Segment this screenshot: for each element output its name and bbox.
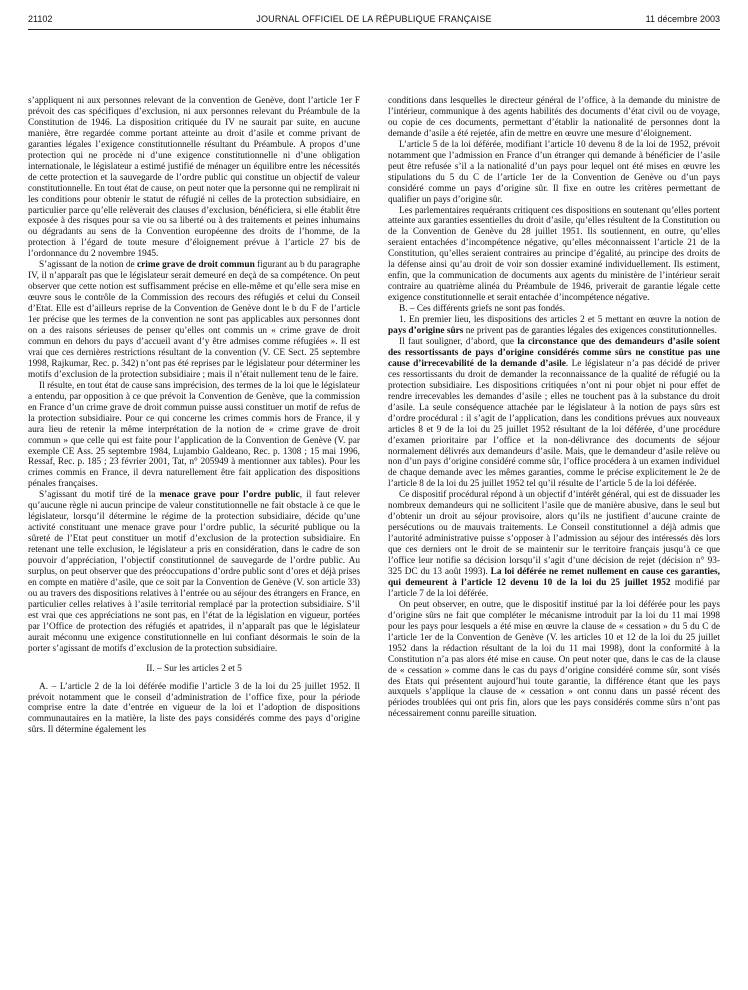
text-run: Il faut souligner, d’abord, que bbox=[399, 336, 518, 347]
text-run: S’agissant de la notion de bbox=[39, 260, 138, 271]
paragraph: L’article 5 de la loi déférée, modifiant l’article 10 devenu 8 de la loi de 1952, prévoit notamment que l’admission en France d’un étranger qui demande à bénéficier de l’asile peut être refusée s’il a la nationalité d’un pays pour lequel ont été mises en œuvre les stipulations du 5 du C de l’article 1er de la Convention de Genève ou d’un pays considéré comme un pays d’origine sûr. Il fixe en outre les critères permettant de qualifier un pays d’origine sûr. bbox=[388, 139, 720, 205]
paragraph: Les parlementaires requérants critiquent ces dispositions en soutenant qu’elles portent atteinte aux garanties essentielles du droit d’asile, qu’elles résultent de la Constitution ou de la Convention de Genève du 28 juillet 1951. Ils soutiennent, en outre, qu’elles seraient entachées d’incompétence négative, qu’elles méconnaissent l’article 21 de la Constitution, qu’elles seraient contraires au principe d’égalité, au principe des droits de la défense ainsi qu’au droit de voir son dossier examiné individuellement. Ils estiment, enfin, que la communication de documents aux agents du ministère de l’intérieur serait contraire au quatrième alinéa du Préambule de 1946, priverait de garantie légale cette exigence constitutionnelle et serait entachée d’incompétence négative. bbox=[388, 205, 720, 304]
text-run: figurant au b du paragraphe IV, il n’apparaît pas que le législateur serait demeuré en deçà de sa compétence. On peut observer que cette notion est suffisamment précise en elle-même et qu’elle sera mise en œuvre sous le contrôle de la Commission des recours des réfugiés et celui du Conseil d’Etat. Elle est d’ailleurs reprise de la Convention de Genève dont le b du F de l’article 1er précise que les termes de la convention ne sont pas applicables aux personnes dont on a des raisons sérieuses de penser qu’elles ont commis un « crime grave de droit commun en dehors du pays d’accueil avant d’y être admises comme réfugiées ». Il est vrai que ces dernières restrictions résultant de la convention (V. CE Sect. 25 septembre 1998, Rajkumar, Rec. p. 342) n’ont pas été reprises par le législateur pour déterminer les motifs d’exclusion de la protection subsidiaire ; mais il n’était nullement tenu de le faire. bbox=[28, 260, 361, 380]
header-rule bbox=[28, 29, 720, 30]
text-run: S’agissant du motif tiré de la bbox=[39, 490, 160, 501]
paragraph: Il résulte, en tout état de cause sans imprécision, des termes de la loi que le législateur a entendu, par opposition à ce que prévoit la Convention de Genève, que la commission en France d’un crime grave de droit commun puisse aussi constituer un motif de refus de la protection subsidiaire. Pour ce qui concerne les crimes commis hors de France, il y aura lieu de retenir la même interprétation de la notion de « crime grave de droit commun » que celle qui est faite pour l’application de la Convention de Genève (V. par exemple CE Ass. 25 septembre 1984, Lujambio Galdeano, Rec. p. 1308 ; 15 mai 1996, Ressaf, Rec. p. 185 ; 23 février 2001, Tat, n° 205949 à mentionner aux tables). Pour les crimes commis en France, il devra naturellement être fait application des dispositions pénales françaises. bbox=[28, 380, 360, 490]
paragraph: s’appliquent ni aux personnes relevant de la convention de Genève, dont l’article 1er F prévoit des cas spécifiques d’exclusion, ni aux personnes relevant du Préambule de la Constitution de 1946. La disposition critiquée du IV ne saurait par suite, en aucune manière, être regardée comme portant atteinte au droit d’asile et comme privant de garanties légales l’exigence constitutionnelle résultant du Préambule. A propos d’une protection qui ne procède ni d’une exigence constitutionnelle ni d’une obligation internationale, le législateur a estimé justifié de ménager un équilibre entre les nécessités de cette protection et la sauvegarde de l’ordre public qui constitue un objectif de valeur constitutionnelle. En tout état de cause, on peut noter que la personne qui ne remplirait ni les conditions pour obtenir le statut de réfugié ni celles de la protection subsidiaire, en particulier parce qu’elle relèverait des clauses d’exclusion, bénéficiera, si elle établit être exposée à des risques pour sa vie ou sa liberté ou à des traitements et peines inhumains ou dégradants au sens de la Convention européenne des droits de l’homme, de la protection à l’égard de toute mesure d’éloignement prévue à l’article 27 bis de l’ordonnance du 2 novembre 1945. bbox=[28, 96, 360, 260]
paragraph bbox=[388, 490, 720, 600]
bold-text: crime grave de droit commun bbox=[137, 260, 255, 271]
left-column bbox=[28, 96, 360, 736]
section-heading: II. – Sur les articles 2 et 5 bbox=[146, 663, 242, 674]
text-run: Ce dispositif procédural répond à un objectif d’intérêt général, qui est de dissuader les nombreux demandeurs qui ne sollicitent l’asile que de manière abusive, dans le seul but d’obtenir un droit au séjour provisoire, alors qu’ils ne justifient d’aucune crainte de persécutions ou de mauvais traitements. Le Conseil constitutionnel a déjà admis que l’autorité administrative puisse s’opposer à l’admission au séjour des intéressés dès lors que ces derniers ont le droit de se maintenir sur le territoire français jusqu’à ce que l’office leur notifie sa décision lorsqu’il s’agit d’une décision de rejet (décision n° 93-325 DC du 13 août 1993). bbox=[388, 490, 720, 577]
paragraph bbox=[388, 315, 720, 337]
bold-text: la circonstance que des demandeurs d’asile soient des ressortissants de pays d’origine considérés comme sûrs ne constitue pas une cause d’irrecevabilité de la demande d’asile bbox=[388, 336, 720, 369]
paragraph: On peut observer, en outre, que le dispositif institué par la loi déférée pour les pays d’origine sûrs ne fait que compléter le mécanisme introduit par la loi du 11 mai 1998 pour les pays pour lesquels a été mise en œuvre la clause de « cessation » du 5 du C de l’article 1er de la Convention de Genève (V. les articles 10 et 12 de la loi du 25 juillet 1952 dans la rédaction résultant de la loi du 11 mai 1998), dont la conformité à la Constitution n’a pas alors été mise en cause. On peut noter que, dans le cas de la clause de « cessation » comme dans le cas du pays d’origine considéré comme sûr, sont visés des Etats qui présentent aujourd’hui toute garantie, la différence étant que les pays auxquels s’applique la clause de « cessation » ont connu dans un passé récent des périodes troublées qui ont pris fin, alors que les pays considérés comme sûrs n’ont pas nécessairement connu pareille situation. bbox=[388, 599, 720, 720]
publication-date: 11 décembre 2003 bbox=[645, 14, 720, 24]
paragraph bbox=[28, 490, 360, 654]
text-run: , il faut relever qu’aucune règle ni aucun principe de valeur constitutionnelle ne fait obstacle à ce que le législateur, lorsqu’il détermine le régime de la protection subsidiaire, décide qu’une activité constituant une menace grave pour l’ordre public, la sécurité publique ou la sûreté de l’Etat peut constituer un motif d’exclusion de la protection subsidiaire. En retenant une telle exclusion, le législateur a pris en considération, dans le cadre de son pouvoir d’appréciation, l’objectif constitutionnel de sauvegarde de l’ordre public. Au surplus, on peut observer que des préoccupations d’ordre public sont d’ores et déjà prises en compte en matière d’asile, que ce soit par la Convention de Genève (V. son article 33) ou au travers des dispositions relatives à l’entrée ou au séjour des étrangers en France, en particulier celles relatives à l’asile territorial remplacé par la protection subsidiaire. S’il est vrai que ces appréciations ne sont pas, en l’état de la législation en vigueur, portées par l’Office de protection des réfugiés et apatrides, il n’apparaît pas que le législateur aurait méconnu une exigence constitutionnelle en lui confiant désormais le soin de la porter s’agissant de motifs d’exclusion de la protection subsidiaire. bbox=[28, 490, 361, 654]
paragraph bbox=[28, 260, 360, 380]
paragraph bbox=[388, 337, 720, 490]
bold-text: La loi déférée ne remet nullement en cause ces garanties, qui demeurent à l’article 12 devenu 10 de la loi du 25 juillet 1952 bbox=[388, 566, 720, 588]
right-column bbox=[388, 96, 720, 720]
paragraph: conditions dans lesquelles le directeur général de l’office, à la demande du ministre de l’intérieur, communique à des agents habilités des documents d’état civil ou de voyage, ou copie de ces documents, permettant d’établir la nationalité de personnes dont la demande d’asile a été rejetée, afin de mettre en œuvre une mesure d’éloignement. bbox=[388, 96, 720, 139]
bold-text: pays d’origine sûrs bbox=[388, 326, 464, 337]
paragraph: A. – L’article 2 de la loi déférée modifie l’article 3 de la loi du 25 juillet 1952. Il prévoit notamment que le conseil d’administration de l’office fixe, pour la période comprise entre la date d’entrée en vigueur de la loi et l’adoption de dispositions communautaires en la matière, la liste des pays considérés comme des pays d’origine sûrs. Il détermine également les bbox=[28, 681, 360, 736]
text-run: 1. En premier lieu, les dispositions des articles 2 et 5 mettant en œuvre la notion de bbox=[399, 315, 720, 326]
text-run: ne privent pas de garanties légales des exigences constitutionnelles. bbox=[463, 326, 717, 337]
text-run: . Le législateur n’a pas décidé de priver ces ressortissants du droit de demander la reconnaissance de la qualité de réfugié ou la protection subsidiaire. Les dispositions critiquées n’ont ni pour objet ni pour effet de rendre irrecevables les demandes d’asile ; elles ne touchent pas à la substance du droit d’asile. La seule conséquence attachée par le législateur à la notion de pays sûrs est d’ordre procédural : il s’agit de l’application, dans les conditions prévues aux nouveaux articles 8 et 9 de la loi du 25 juillet 1952 résultant de la loi déférée, d’une procédure d’examen prioritaire par l’office et la non-délivrance des documents de séjour normalement délivrés aux demandeurs d’asile. Mais, que le demandeur d’asile relève ou non d’un pays d’origine considéré comme sûr, l’office procédera à un examen individuel de chaque demande avec les mêmes garanties, comme le précise explicitement le 2e de l’article 8 de la loi du 25 juillet 1952 tel qu’il résulte de l’article 5 de la loi déférée. bbox=[388, 358, 720, 490]
journal-title: JOURNAL OFFICIEL DE LA RÉPUBLIQUE FRANÇAISE bbox=[256, 14, 492, 24]
text-run: modifié par l’article 7 de la loi déférée. bbox=[388, 577, 721, 599]
bold-text: menace grave pour l’ordre public bbox=[159, 490, 300, 501]
page-header bbox=[28, 14, 720, 28]
page-number: 21102 bbox=[28, 14, 53, 24]
paragraph: B. – Ces différents griefs ne sont pas fondés. bbox=[399, 304, 566, 315]
